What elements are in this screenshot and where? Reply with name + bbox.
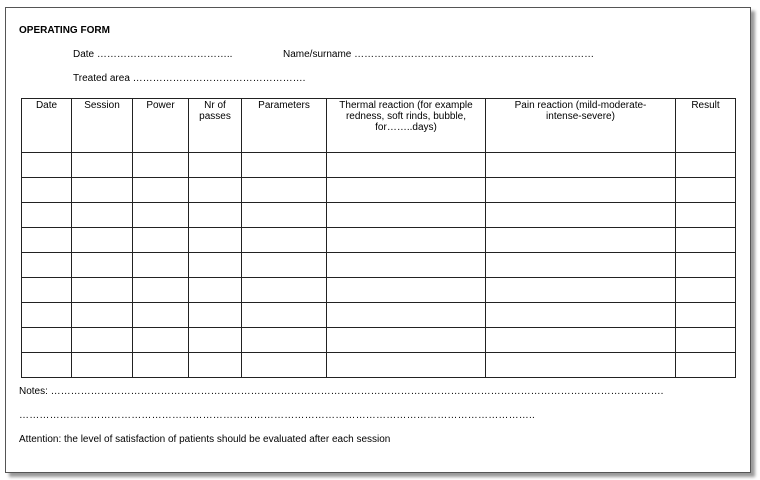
table-cell[interactable]: [327, 178, 486, 203]
table-header-row: [22, 99, 736, 153]
table-cell[interactable]: [327, 228, 486, 253]
table-cell[interactable]: [72, 178, 133, 203]
table-cell[interactable]: [72, 228, 133, 253]
table-cell[interactable]: [486, 303, 676, 328]
table-cell[interactable]: [676, 253, 736, 278]
table-cell[interactable]: [133, 253, 189, 278]
table-cell[interactable]: [72, 153, 133, 178]
table-cell[interactable]: [327, 278, 486, 303]
date-field[interactable]: Date …………………………………..: [73, 49, 233, 60]
table-cell[interactable]: [486, 203, 676, 228]
table-cell[interactable]: [486, 153, 676, 178]
table-cell[interactable]: [133, 303, 189, 328]
table-cell[interactable]: [676, 178, 736, 203]
table-cell[interactable]: [242, 353, 327, 378]
table-cell[interactable]: [327, 353, 486, 378]
table-cell[interactable]: [189, 253, 242, 278]
table-cell[interactable]: [486, 228, 676, 253]
sessions-table: [21, 98, 736, 378]
table-cell[interactable]: [189, 278, 242, 303]
table-cell[interactable]: [189, 178, 242, 203]
table-cell[interactable]: [72, 253, 133, 278]
form-title: OPERATING FORM: [19, 25, 110, 36]
table-cell[interactable]: [189, 353, 242, 378]
table-cell[interactable]: [486, 328, 676, 353]
table-cell[interactable]: [242, 278, 327, 303]
table-row: [22, 353, 736, 378]
table-cell[interactable]: [327, 303, 486, 328]
table-cell[interactable]: [242, 178, 327, 203]
table-cell[interactable]: [676, 328, 736, 353]
table-cell[interactable]: [22, 203, 72, 228]
column-header-date: Date: [22, 99, 72, 153]
table-cell[interactable]: [22, 303, 72, 328]
column-header-power: Power: [133, 99, 189, 153]
table-cell[interactable]: [72, 328, 133, 353]
table-cell[interactable]: [22, 178, 72, 203]
table-cell[interactable]: [676, 153, 736, 178]
table-cell[interactable]: [133, 153, 189, 178]
table-cell[interactable]: [189, 303, 242, 328]
table-cell[interactable]: [242, 303, 327, 328]
table-cell[interactable]: [22, 278, 72, 303]
table-cell[interactable]: [676, 203, 736, 228]
table-cell[interactable]: [133, 203, 189, 228]
table-cell[interactable]: [133, 278, 189, 303]
table-cell[interactable]: [72, 353, 133, 378]
table-row: [22, 178, 736, 203]
table-cell[interactable]: [242, 228, 327, 253]
table-cell[interactable]: [22, 253, 72, 278]
table-cell[interactable]: [486, 278, 676, 303]
table-cell[interactable]: [189, 203, 242, 228]
column-header-session: Session: [72, 99, 133, 153]
table-cell[interactable]: [242, 153, 327, 178]
table-row: [22, 303, 736, 328]
table-cell[interactable]: [133, 228, 189, 253]
table-cell[interactable]: [133, 353, 189, 378]
table-cell[interactable]: [22, 228, 72, 253]
table-cell[interactable]: [189, 228, 242, 253]
table-row: [22, 278, 736, 303]
table-cell[interactable]: [486, 253, 676, 278]
notes-field[interactable]: Notes: ………………………………………………………………………………………………………………………………………………………………….: [19, 386, 664, 397]
table-row: [22, 228, 736, 253]
table-cell[interactable]: [133, 328, 189, 353]
table-cell[interactable]: [72, 203, 133, 228]
column-header-parameters: Parameters: [242, 99, 327, 153]
table-cell[interactable]: [189, 328, 242, 353]
table-cell[interactable]: [327, 203, 486, 228]
table-cell[interactable]: [486, 178, 676, 203]
table-cell[interactable]: [486, 353, 676, 378]
column-header-result: Result: [676, 99, 736, 153]
table-cell[interactable]: [189, 153, 242, 178]
notes-continuation-line[interactable]: ……………………………………………………………………………………………………………………………………..: [19, 410, 535, 421]
table-cell[interactable]: [242, 203, 327, 228]
table-row: [22, 153, 736, 178]
table-row: [22, 253, 736, 278]
table-cell[interactable]: [327, 328, 486, 353]
table-cell[interactable]: [242, 328, 327, 353]
table-cell[interactable]: [72, 303, 133, 328]
table-cell[interactable]: [327, 253, 486, 278]
table-cell[interactable]: [676, 353, 736, 378]
table-cell[interactable]: [22, 328, 72, 353]
column-header-nr-of-passes: Nr of passes: [189, 99, 242, 153]
table-cell[interactable]: [22, 353, 72, 378]
table-cell[interactable]: [676, 303, 736, 328]
table-cell[interactable]: [242, 253, 327, 278]
column-header-pain-reaction: Pain reaction (mild-moderate-intense-severe): [486, 99, 676, 153]
operating-form-sheet: [5, 7, 751, 473]
table-cell[interactable]: [676, 228, 736, 253]
table-cell[interactable]: [133, 178, 189, 203]
attention-note: Attention: the level of satisfaction of patients should be evaluated after each session: [19, 434, 391, 445]
table-row: [22, 203, 736, 228]
table-cell[interactable]: [72, 278, 133, 303]
table-cell[interactable]: [22, 153, 72, 178]
column-header-thermal-reaction: Thermal reaction (for example redness, soft rinds, bubble, for……..days): [327, 99, 486, 153]
table-row: [22, 328, 736, 353]
treated-area-field[interactable]: Treated area …………………………………………….: [73, 73, 306, 84]
table-cell[interactable]: [676, 278, 736, 303]
table-cell[interactable]: [327, 153, 486, 178]
name-surname-field[interactable]: Name/surname ………………………………………………………………: [283, 49, 595, 60]
